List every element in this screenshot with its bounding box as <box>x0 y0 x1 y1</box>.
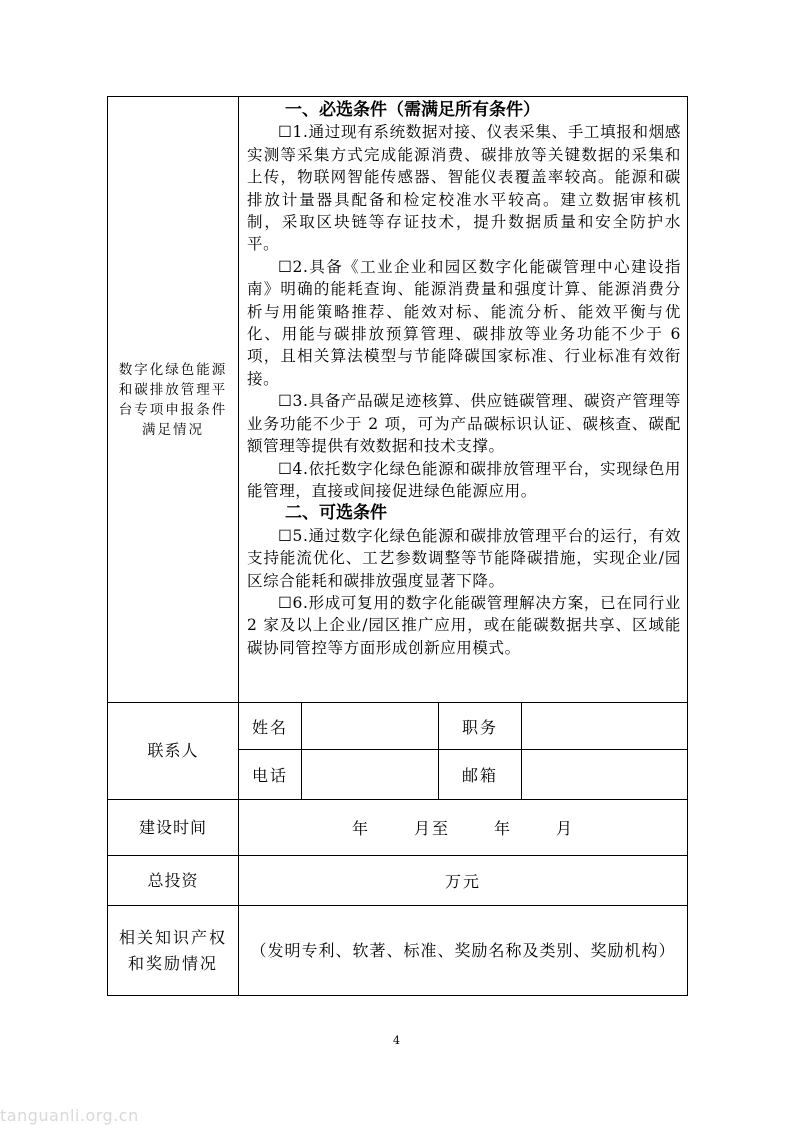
phone-label: 电话 <box>239 750 302 800</box>
page-number: 4 <box>393 1034 400 1047</box>
application-form-table <box>107 96 688 996</box>
position-field[interactable] <box>522 703 688 750</box>
optional-conditions-title: 二、可选条件 <box>285 503 387 524</box>
watermark: tanguanli.org.cn <box>0 1106 139 1125</box>
conditions-label: 数字化绿色能源和碳排放管理平台专项申报条件满足情况 <box>108 97 239 703</box>
condition-item-2[interactable]: ☐2.具备《工业企业和园区数字化能碳管理中心建设指南》明确的能耗查询、能源消费量和强度计算、能源消费分析与用能策略推荐、能效对标、能流分析、能效平衡与优化、用能与碳排放预算管理、碳排放等业务功能不少于 6 项，且相关算法模型与节能降碳国家标准、行业标准有效衔接。 <box>247 257 682 388</box>
ip-field[interactable] <box>239 906 688 996</box>
contact-label: 联系人 <box>108 703 239 800</box>
required-conditions-title: 一、必选条件（需满足所有条件） <box>285 100 540 120</box>
phone-field[interactable] <box>302 750 439 800</box>
conditions-content <box>239 97 688 703</box>
build-time-year-start: 年 <box>351 819 370 838</box>
ip-label: 相关知识产权和奖励情况 <box>108 906 239 996</box>
position-label: 职务 <box>439 703 522 750</box>
name-label: 姓名 <box>239 703 302 750</box>
name-field[interactable] <box>302 703 439 750</box>
build-time-field[interactable] <box>239 800 688 856</box>
condition-item-6[interactable]: ☐6.形成可复用的数字化能碳管理解决方案，已在同行业 2 家及以上企业/园区推广应用，或在能碳数据共享、区域能碳协同管控等方面形成创新应用模式。 <box>247 593 682 657</box>
condition-item-3[interactable]: ☐3.具备产品碳足迹核算、供应链碳管理、碳资产管理等业务功能不少于 2 项，可为产品碳标识认证、碳核查、碳配额管理等提供有效数据和技术支撑。 <box>247 392 682 456</box>
condition-item-5[interactable]: ☐5.通过数字化绿色能源和碳排放管理平台的运行，有效支持能流优化、工艺参数调整等节能降碳措施，实现企业/园区综合能耗和碳排放强度显著下降。 <box>247 526 682 590</box>
build-time-month-end: 月 <box>556 819 575 838</box>
condition-item-4[interactable]: ☐4.依托数字化绿色能源和碳排放管理平台，实现绿色用能管理，直接或间接促进绿色能源应用。 <box>247 459 682 500</box>
condition-item-1[interactable]: ☐1.通过现有系统数据对接、仪表采集、手工填报和烟感实测等采集方式完成能源消费、碳排放等关键数据的采集和上传，物联网智能传感器、智能仪表覆盖率较高。能源和碳排放计量器具配备和检定校准水平较高。建立数据审核机制，采取区块链等存证技术，提升数据质量和安全防护水平。 <box>247 123 682 254</box>
investment-unit: 万元 <box>445 872 482 891</box>
email-label: 邮箱 <box>439 750 522 800</box>
ip-note: （发明专利、软著、标准、奖励名称及类别、奖励机构） <box>250 940 676 960</box>
investment-label: 总投资 <box>108 856 239 906</box>
build-time-label: 建设时间 <box>108 800 239 856</box>
email-field[interactable] <box>522 750 688 800</box>
build-time-year-end: 年 <box>494 819 513 838</box>
build-time-month-to: 月至 <box>413 819 450 838</box>
investment-field[interactable] <box>239 856 688 906</box>
